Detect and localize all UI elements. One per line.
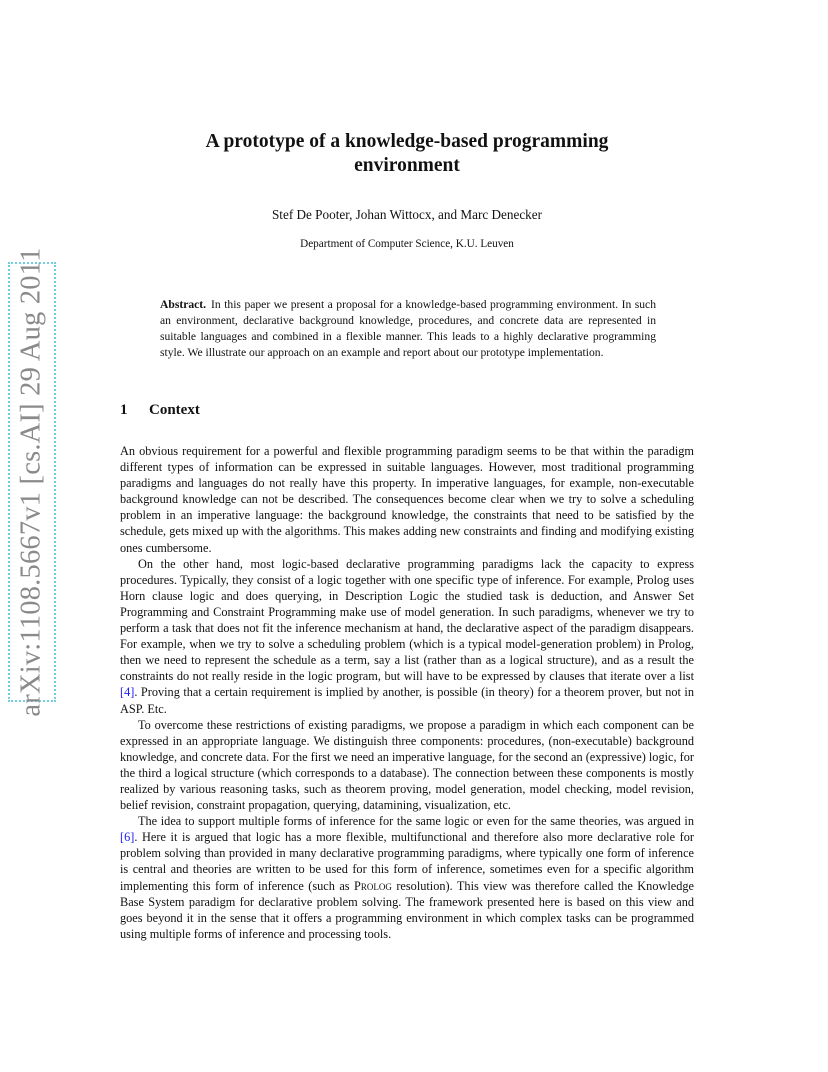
paragraph-2-text-b: . Proving that a certain requirement is implied by another, is possible (in theory) for a theorem prover, but not in ASP. Etc. (120, 685, 694, 716)
paper-title (120, 130, 694, 178)
abstract (160, 297, 656, 361)
paragraph-4-text-b: . Here it is argued that logic has a more flexible, multifunctional and therefore also more declarative role for problem solving than provided in many declarative programming paradigms, where typically one form of inference is central and theories are written to be used for this form of inference, sometimes even for a specific algorithm implementing this form of inference (such as (120, 830, 694, 893)
paragraph-2 (120, 556, 694, 717)
body-text (120, 443, 694, 942)
affiliation: Department of Computer Science, K.U. Leuven (300, 238, 514, 250)
title-line-2: environment (354, 155, 460, 176)
paragraph-2-text-a: On the other hand, most logic-based declarative programming paradigms lack the capacity to express procedures. Typically, they consist of a logic together with one specific type of inference. For example, Prolog uses Horn clause logic and does querying, in Description Logic the studied task is deduction, and Answer Set Programming and Constraint Programming make use of model generation. In such paradigms, whenever we try to perform a task that does not fit the inference mechanism at hand, the declarative aspect of the paradigm disappears. For example, when we try to solve a scheduling problem (which is a typical model-generation problem) in Prolog, then we need to represent the schedule as a term, say a list (rather than as a logical structure), and as a result the constraints do not really reside in the logic program, but will have to be expressed by clauses that iterate over a list (120, 556, 694, 684)
paragraph-4-text-c: resolution). This view was therefore called the Knowledge Base System paradigm for declarative problem solving. The framework presented here is based on this view and goes beyond it in the sense that it offers a programming environment in which complex tasks can be programmed using multiple forms of inference and processing tools. (120, 878, 694, 941)
arxiv-watermark[interactable] (8, 247, 56, 717)
citation-link-4[interactable]: [4] (120, 685, 135, 700)
prolog-small-caps: Prolog (354, 878, 392, 893)
paragraph-3: To overcome these restrictions of existing paradigms, we propose a paradigm in which each component can be expressed in an appropriate language. We distinguish three components: procedures, (non-executable) background knowledge, and concrete data. For the first we need an imperative language, for the second an (expressive) logic, for the third a logical structure (which corresponds to a database). The connection between these components is mostly realized by various reasoning tasks, such as theorem proving, model generation, model checking, model revision, belief revision, constraint propagation, querying, datamining, visualization, etc. (120, 717, 694, 813)
paragraph-1: An obvious requirement for a powerful and flexible programming paradigm seems to be that within the paradigm different types of information can be expressed in suitable languages. However, most traditional programming paradigms and languages do not really have this property. In imperative languages, for example, non-executable background knowledge can not be described. The consequences become clear when we try to solve a scheduling problem in an imperative language: the background knowledge, the constraints that need to be satisfied by the schedule, gets mixed up with the algorithms. This makes adding new constraints and finding and modifying existing ones cumbersome. (120, 444, 694, 555)
paragraph-4 (120, 813, 694, 942)
section-heading (120, 402, 200, 419)
abstract-label: Abstract. (160, 298, 207, 311)
arxiv-identifier[interactable]: arXiv:1108.5667v1 [cs.AI] 29 Aug 2011 (16, 247, 47, 717)
paragraph-4-text-a: The idea to support multiple forms of inference for the same logic or even for the same theories, was argued in (138, 814, 694, 829)
section-number: 1 (120, 402, 128, 418)
citation-link-6[interactable]: [6] (120, 830, 135, 845)
authors: Stef De Pooter, Johan Wittocx, and Marc Denecker (271, 207, 543, 222)
title-line-1: A prototype of a knowledge-based programming (205, 131, 609, 152)
abstract-text: In this paper we present a proposal for a knowledge-based programming environment. In such an environment, declarative background knowledge, procedures, and concrete data are represented in suitable languages and combined in a flexible manner. This leads to a highly declarative programming style. We illustrate our approach on an example and report about our prototype implementation. (160, 298, 656, 359)
section-title: Context (149, 402, 200, 418)
